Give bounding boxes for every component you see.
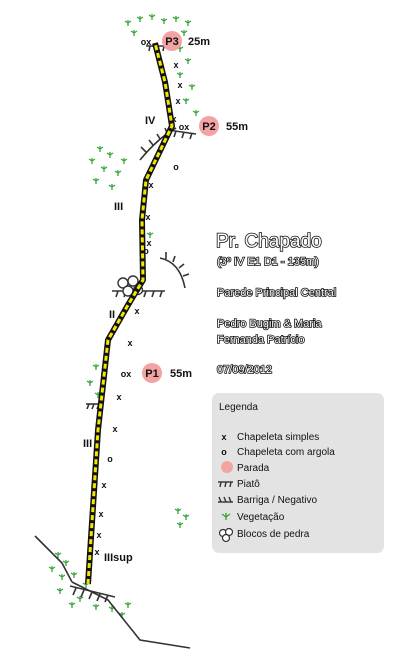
- legend-label-boulders: Blocos de pedra: [237, 529, 310, 540]
- vegetation-mark: [189, 84, 195, 90]
- legend-item-ring-bolt: [221, 447, 335, 458]
- vegetation-mark: [181, 30, 187, 36]
- legend-title: Legenda: [219, 402, 258, 413]
- base-ledge-ticks: [73, 588, 108, 602]
- vegetation-mark: [125, 20, 131, 26]
- pitch-grade-iii-upper: III: [114, 201, 124, 213]
- pitch-grade-ii: II: [109, 309, 116, 321]
- simple-bolt-mark: x: [116, 392, 122, 402]
- vegetation-mark: [173, 16, 179, 22]
- vegetation-mark: [93, 364, 99, 370]
- vegetation-mark: [183, 514, 189, 520]
- vegetation-mark: [131, 30, 137, 36]
- simple-bolt-mark: x: [146, 238, 152, 248]
- vegetation-mark: [57, 588, 63, 594]
- vegetation-mark: [149, 14, 155, 20]
- pitch-grade-iiisup: IIIsup: [104, 552, 133, 564]
- belay-p2-marker: ox: [178, 122, 190, 132]
- simple-bolt-mark: x: [101, 480, 107, 490]
- belay-p3: [141, 31, 210, 51]
- vegetation-mark: [125, 602, 131, 608]
- vegetation-mark: [115, 170, 121, 176]
- legend-label-ring-bolt: Chapeleta com argola: [237, 447, 335, 458]
- belay-p2-height: 55m: [226, 121, 249, 133]
- simple-bolt-mark: x: [96, 530, 102, 540]
- simple-bolt-mark: x: [173, 60, 179, 70]
- vegetation-mark: [89, 158, 95, 164]
- route-wall: Parede Principal Central: [217, 287, 337, 299]
- vegetation-mark: [109, 184, 115, 190]
- vegetation-mark: [93, 604, 99, 610]
- vegetation-mark: [101, 166, 107, 172]
- ring-bolt-mark: o: [173, 162, 179, 172]
- ground-line-right: [72, 582, 190, 648]
- legend-item-simple-bolt: [221, 432, 319, 443]
- vegetation-mark: [93, 178, 99, 184]
- ring-bolt-icon: o: [221, 447, 227, 457]
- ground-line-left: [35, 536, 72, 582]
- simple-bolt-icon: x: [221, 432, 227, 442]
- simple-bolt-mark: x: [94, 547, 100, 557]
- ring-bolt-mark: o: [143, 246, 149, 256]
- vegetation-mark: [107, 152, 113, 158]
- route-authors-line1: Pedro Bugim & Maria: [217, 318, 322, 330]
- simple-bolt-mark: x: [171, 114, 177, 124]
- vegetation-mark: [71, 572, 77, 578]
- route-name: Pr. Chapado: [216, 231, 322, 252]
- simple-bolt-mark: x: [145, 212, 151, 222]
- vegetation-mark: [177, 72, 183, 78]
- vegetation-mark: [121, 158, 127, 164]
- vegetation-mark: [193, 110, 199, 116]
- legend-label-ledge: Piatô: [237, 479, 260, 490]
- pitch-grade-iv: IV: [145, 115, 156, 127]
- overhang-right: [160, 258, 185, 288]
- legend-label-simple-bolt: Chapeleta simples: [237, 432, 320, 443]
- simple-bolt-mark: x: [175, 96, 181, 106]
- ledge-icon: [218, 482, 233, 487]
- ring-bolt-mark: o: [107, 454, 113, 464]
- legend-label-vegetation: Vegetação: [237, 512, 285, 523]
- legend: [212, 393, 384, 553]
- legend-label-belay: Parada: [237, 463, 270, 474]
- belay-circle-icon: [221, 461, 233, 473]
- belay-p3-id: P3: [165, 36, 179, 48]
- vegetation-mark: [177, 522, 183, 528]
- vegetation-mark: [59, 574, 65, 580]
- vegetation-mark: [175, 508, 181, 514]
- vegetation-mark: [77, 596, 83, 602]
- vegetation-mark: [161, 18, 167, 24]
- belay-p1-height: 55m: [170, 368, 193, 380]
- vegetation-mark: [185, 58, 191, 64]
- belay-p1-id: P1: [145, 368, 159, 380]
- route-line-outline: [88, 43, 172, 584]
- belay-p2-id: P2: [202, 121, 216, 133]
- simple-bolt-mark: x: [127, 338, 133, 348]
- pitch-grade-iii-lower: III: [83, 438, 93, 450]
- belay-p1: [121, 363, 192, 383]
- legend-item-belay: [221, 461, 270, 474]
- legend-label-overhang: Barriga / Negativo: [237, 495, 318, 506]
- vegetation-mark: [185, 20, 191, 26]
- simple-bolt-mark: x: [177, 80, 183, 90]
- route-authors-line2: Fernanda Patrício: [217, 334, 305, 346]
- simple-bolt-mark: x: [98, 509, 104, 519]
- vegetation-mark: [87, 380, 93, 386]
- simple-bolt-mark: x: [148, 180, 154, 190]
- vegetation-mark: [137, 16, 143, 22]
- route-line-fill: [88, 43, 172, 584]
- belay-p1-marker: ox: [120, 369, 132, 379]
- vegetation-mark: [183, 98, 189, 104]
- route-grade: (3º IV E1 D1 - 135m): [217, 256, 319, 268]
- vegetation-mark: [69, 602, 75, 608]
- vegetation-mark: [97, 146, 103, 152]
- route-date: 07/09/2012: [217, 364, 273, 376]
- belay-p3-marker: ox: [140, 37, 152, 47]
- route-line: [88, 43, 172, 584]
- vegetation-mark: [49, 566, 55, 572]
- route-info: [216, 231, 336, 376]
- simple-bolt-mark: x: [112, 424, 118, 434]
- belay-p3-height: 25m: [188, 36, 211, 48]
- simple-bolt-mark: x: [134, 306, 140, 316]
